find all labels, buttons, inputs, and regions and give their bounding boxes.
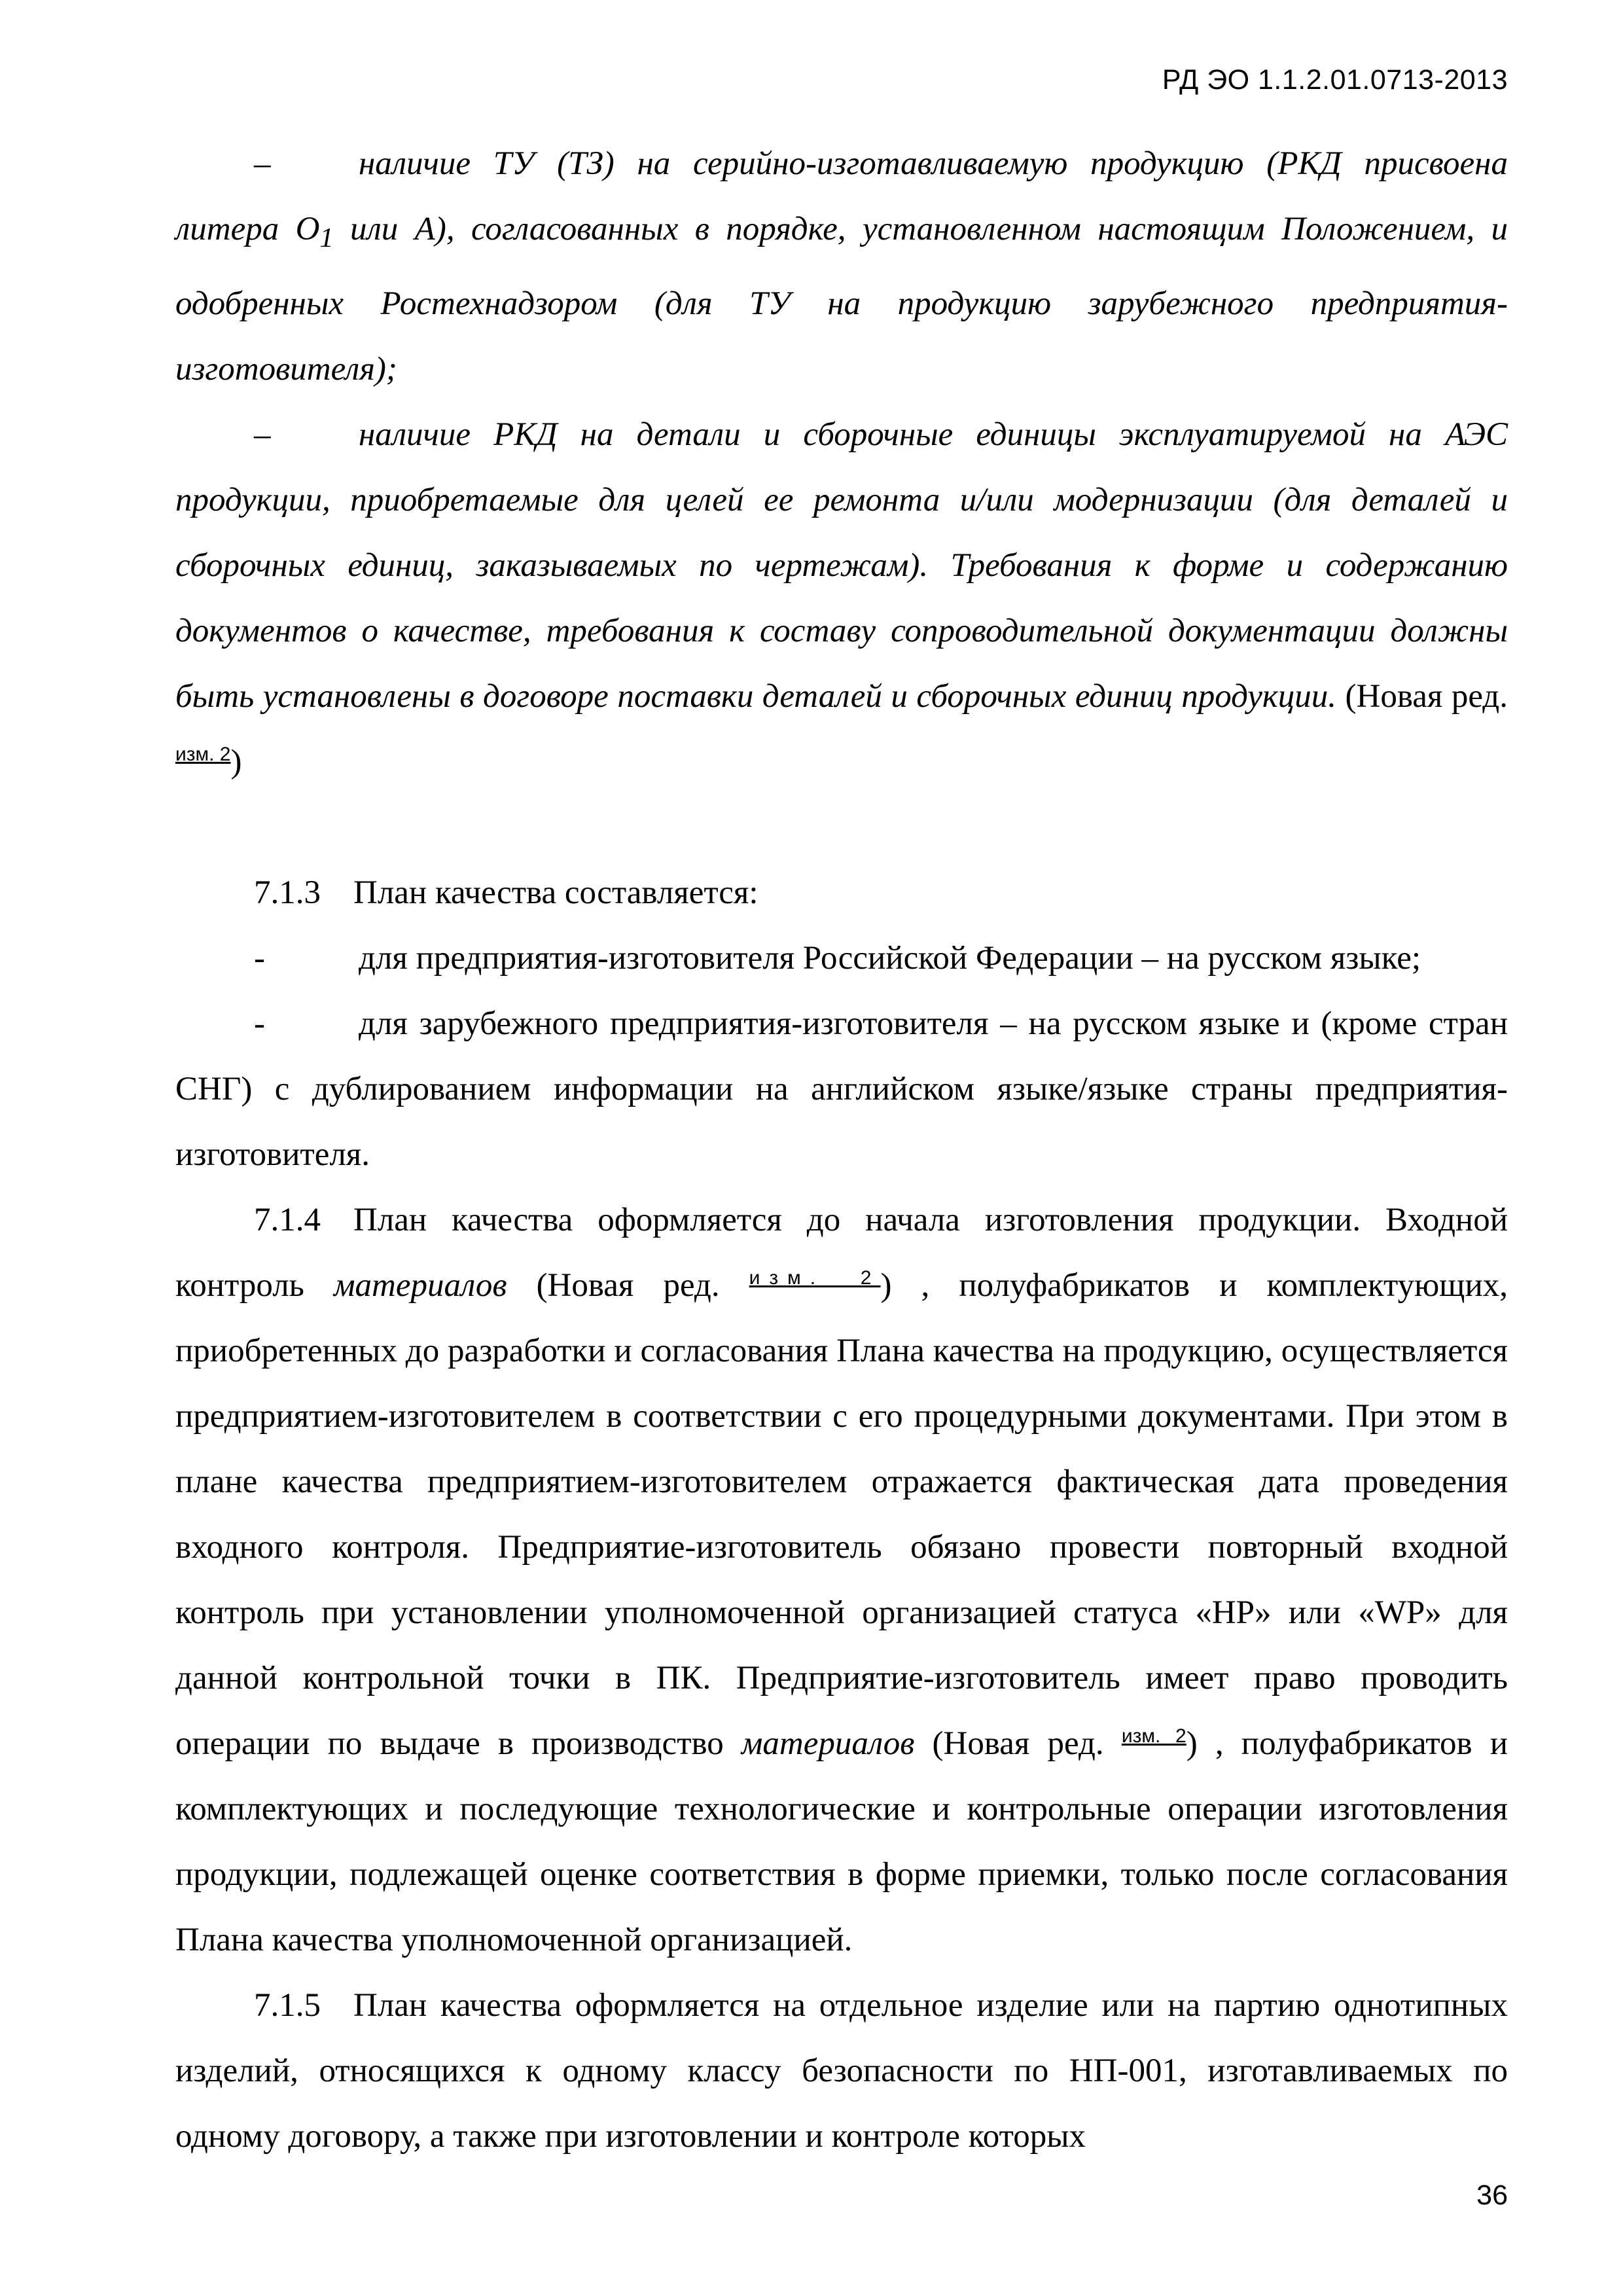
document-code-header: РД ЭО 1.1.2.01.0713-2013 xyxy=(1162,64,1508,96)
revision-link[interactable]: изм. 2 xyxy=(749,1267,881,1289)
list-item-russian-federation: - для предприятия-изготовителя Российской Федерации – на русском языке; xyxy=(175,925,1508,991)
list-item-rkd: – наличие РКД на детали и сборочные единицы эксплуатируемой на АЭС продукции, приобретаемые для целей ее ремонта и/или модернизации (для деталей и сборочных единиц, заказываемых по чертежам). Требования к форме и содержанию документов о качестве, требования к составу сопроводительной документации должны быть установлены в договоре поставки деталей и сборочных единиц продукции. (Новая ред. $^{изм. 2}$) xyxy=(175,402,1508,795)
section-7-1-4: 7.1.4 План качества оформляется до начала изготовления продукции. Входной контроль материалов (Новая ред. $^{изм. 2}$) , полуфабрикатов и комплектующих, приобретенных до разработки и согласования Плана качества на продукцию, осуществляется предприятием-изготовителем в соответствии с его процедурными документами. При этом в плане качества предприятием-изготовителем отражается фактическая дата проведения входного контроля. Предприятие-изготовитель обязано провести повторный входной контроль при установлении уполномоченной организацией статуса «HP» или «WP» для данной контрольной точки в ПК. Предприятие-изготовитель имеет право проводить операции по выдаче в производство материалов (Новая ред. $^{изм. 2}$) , полуфабрикатов и комплектующих и последующие технологические и контрольные операции изготовления продукции, подлежащей оценке соответствия в форме приемки, только после согласования Плана качества уполномоченной организацией. xyxy=(175,1187,1508,1973)
dash-marker: - xyxy=(254,1005,265,1043)
section-number: 7.1.4 xyxy=(254,1202,321,1239)
document-body xyxy=(175,131,1508,2169)
page-number: 36 xyxy=(1476,2179,1508,2211)
dash-marker: – xyxy=(254,416,271,454)
section-number: 7.1.3 xyxy=(254,874,321,912)
list-item-tu-tz: – наличие ТУ (ТЗ) на серийно-изготавливаемую продукцию (РКД присвоена литера $О_1$ или А), согласованных в порядке, установленном настоящим Положением, и одобренных Ростехнадзором (для ТУ на продукцию зарубежного предприятия-изготовителя); xyxy=(175,131,1508,402)
subscript: 1 xyxy=(319,223,334,254)
dash-marker: - xyxy=(254,940,265,977)
revision-link[interactable]: изм. 2 xyxy=(175,744,231,766)
revision-link[interactable]: изм. 2 xyxy=(1121,1725,1186,1748)
dash-marker: – xyxy=(254,145,271,182)
section-7-1-5: 7.1.5 План качества оформляется на отдельное изделие или на партию однотипных изделий, относящихся к одному классу безопасности по НП-001, изготавливаемых по одному договору, а также при изготовлении и контроле которых xyxy=(175,1973,1508,2169)
section-7-1-3: 7.1.3 План качества составляется: xyxy=(175,860,1508,925)
section-number: 7.1.5 xyxy=(254,1987,321,2024)
list-item-foreign-manufacturer: - для зарубежного предприятия-изготовителя – на русском языке и (кроме стран СНГ) с дублированием информации на английском языке/языке страны предприятия-изготовителя. xyxy=(175,991,1508,1187)
